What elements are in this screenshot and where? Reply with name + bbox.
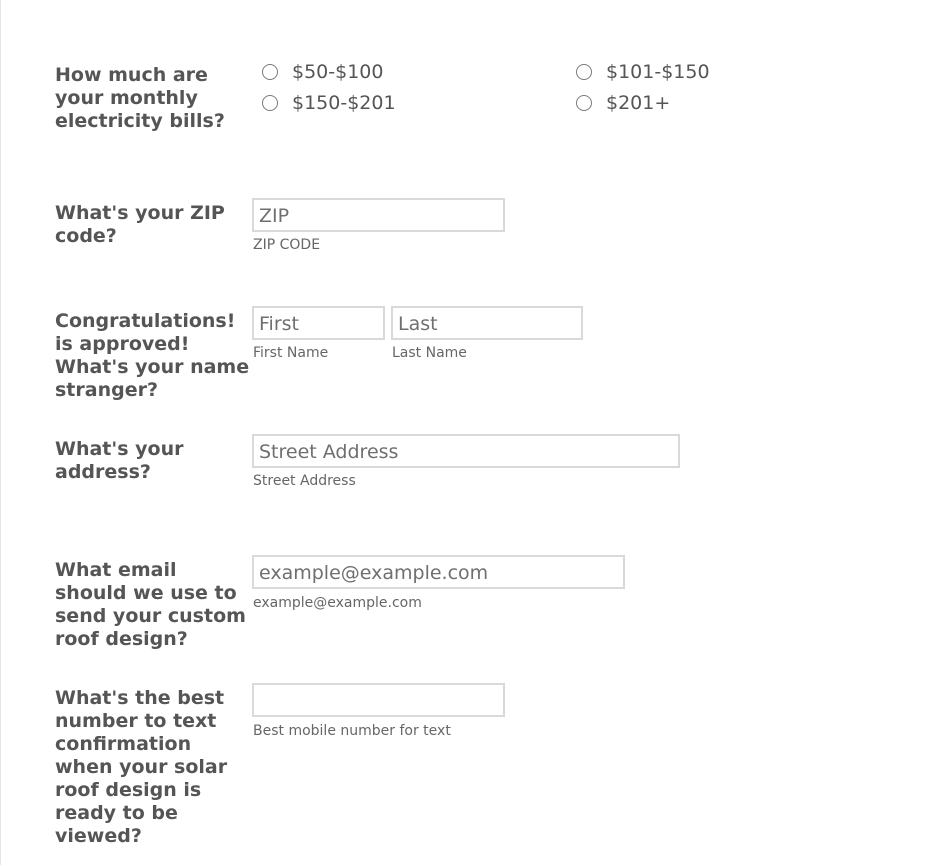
address-question-label: What's your address?: [55, 438, 184, 483]
radio-option-101-150[interactable]: [576, 61, 710, 83]
email-input[interactable]: [252, 555, 625, 589]
street-address-input[interactable]: [252, 434, 680, 468]
last-name-sublabel: Last Name: [392, 345, 467, 361]
radio-option-label: $50-$100: [292, 61, 384, 83]
zip-question-label: What's your ZIP code?: [55, 202, 225, 247]
last-name-input[interactable]: [391, 306, 583, 340]
radio-option-label: $150-$201: [292, 92, 396, 114]
street-address-sublabel: Street Address: [253, 473, 356, 489]
first-name-sublabel: First Name: [253, 345, 329, 361]
radio-option-label: $201+: [606, 92, 671, 114]
phone-input[interactable]: [252, 683, 505, 717]
page-left-border: [0, 0, 1, 865]
email-question-label: What email should we use to send your custom roof design?: [55, 559, 246, 650]
phone-sublabel: Best mobile number for text: [253, 723, 451, 739]
zip-sublabel: ZIP CODE: [253, 237, 321, 253]
phone-question-label: What's the best number to text confirmation when your solar roof design is ready to be viewed?: [55, 687, 228, 847]
radio-option-label: $101-$150: [606, 61, 710, 83]
zip-input[interactable]: [252, 198, 505, 232]
electricity-question-label: How much are your monthly electricity bills?: [55, 64, 225, 132]
name-question-label: Congratulations! is approved! What's your name stranger?: [55, 310, 250, 401]
radio-option-201-plus[interactable]: [576, 92, 670, 114]
radio-option-50-100[interactable]: [262, 61, 383, 83]
radio-button-icon[interactable]: [262, 64, 278, 80]
radio-button-icon[interactable]: [576, 95, 592, 111]
radio-button-icon[interactable]: [576, 64, 592, 80]
radio-option-150-201[interactable]: [262, 92, 396, 114]
email-sublabel: example@example.com: [253, 595, 422, 611]
first-name-input[interactable]: [252, 306, 385, 340]
radio-button-icon[interactable]: [262, 95, 278, 111]
